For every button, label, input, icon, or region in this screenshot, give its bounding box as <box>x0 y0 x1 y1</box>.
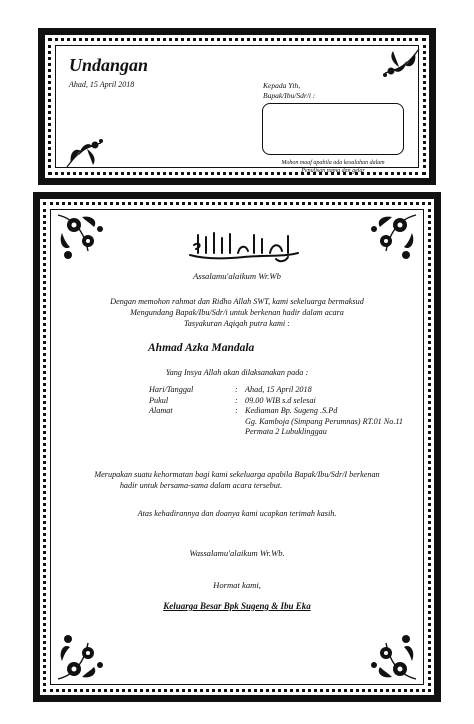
closing-line1: Merupakan suatu kehormatan bagi kami sekeluarga apabila Bapak/Ibu/Sdr/I berkenan <box>94 470 380 479</box>
detail-label: Alamat <box>149 406 173 415</box>
envelope-card <box>38 28 436 185</box>
detail-row <box>149 385 403 396</box>
detail-row <box>149 417 403 428</box>
child-name: Ahmad Azka Mandala <box>148 342 255 354</box>
detail-row <box>149 406 403 417</box>
floral-corner-icon <box>358 211 420 273</box>
apology-note <box>263 159 403 175</box>
intro-line1: Dengan memohon rahmat dan Ridho Allah SWT, kami sekeluarga bermaksud <box>110 297 364 306</box>
recipient-line1: Kepada Yth, <box>263 81 301 90</box>
detail-value: 09.00 WIB s.d selesai <box>245 395 316 405</box>
apology-line2: Penulisan nama dan gelar <box>301 168 365 174</box>
farewell: Wassalamu'alaikum Wr.Wb. <box>189 548 285 558</box>
schedule-intro: Yang Insya Allah akan dilaksanakan pada : <box>165 368 309 377</box>
event-details <box>149 385 403 438</box>
detail-value: Kediaman Bp. Sugeng .S.Pd <box>245 406 338 415</box>
detail-row <box>149 427 403 438</box>
detail-separator: : <box>235 395 238 405</box>
intro-line2: Mengundang Bapak/Ibu/Sdr/i untuk berkenan hadir dalam acara <box>130 308 344 317</box>
floral-corner-icon <box>358 621 420 683</box>
detail-separator: : <box>235 385 238 394</box>
detail-separator: : <box>235 406 238 415</box>
intro-line3: Tasyakuran Aqiqah putra kami : <box>184 319 290 328</box>
address-line3: Permata 2 Lubuklinggau <box>245 427 327 436</box>
address-line2: Gg. Kamboja (Simpang Perumnas) RT.01 No.11 <box>245 416 403 426</box>
card-title: Undangan <box>69 55 149 75</box>
closing-line2: hadir untuk bersama-sama dalam acara tersebut. <box>119 481 283 490</box>
apology-line1: Mohon maaf apabila ada kesalahan dalam <box>281 160 385 166</box>
recipient-label <box>263 81 315 101</box>
bismillah-calligraphy-icon <box>184 229 304 263</box>
address-box <box>262 103 404 155</box>
floral-corner-icon <box>63 123 111 171</box>
header-date: Ahad, 15 April 2018 <box>69 80 135 89</box>
thanks-line: Atas kehadirannya dan doanya kami ucapkan terimah kasih. <box>137 509 337 518</box>
family-signature: Keluarga Besar Bpk Sugeng & Ibu Eka <box>163 601 311 611</box>
recipient-line2: Bapak/Ibu/Sdr/i : <box>263 91 316 100</box>
greeting: Assalamu'alaikum Wr.Wb <box>193 271 281 281</box>
floral-corner-icon <box>375 45 423 93</box>
detail-label: Pukul <box>149 395 169 405</box>
detail-row <box>149 396 403 407</box>
detail-value: Ahad, 15 April 2018 <box>245 385 312 394</box>
regards: Hormat kami, <box>213 580 261 590</box>
floral-corner-icon <box>54 621 116 683</box>
floral-corner-icon <box>54 211 116 273</box>
invitation-card <box>33 192 441 702</box>
detail-label: Hari/Tanggal <box>149 385 194 394</box>
